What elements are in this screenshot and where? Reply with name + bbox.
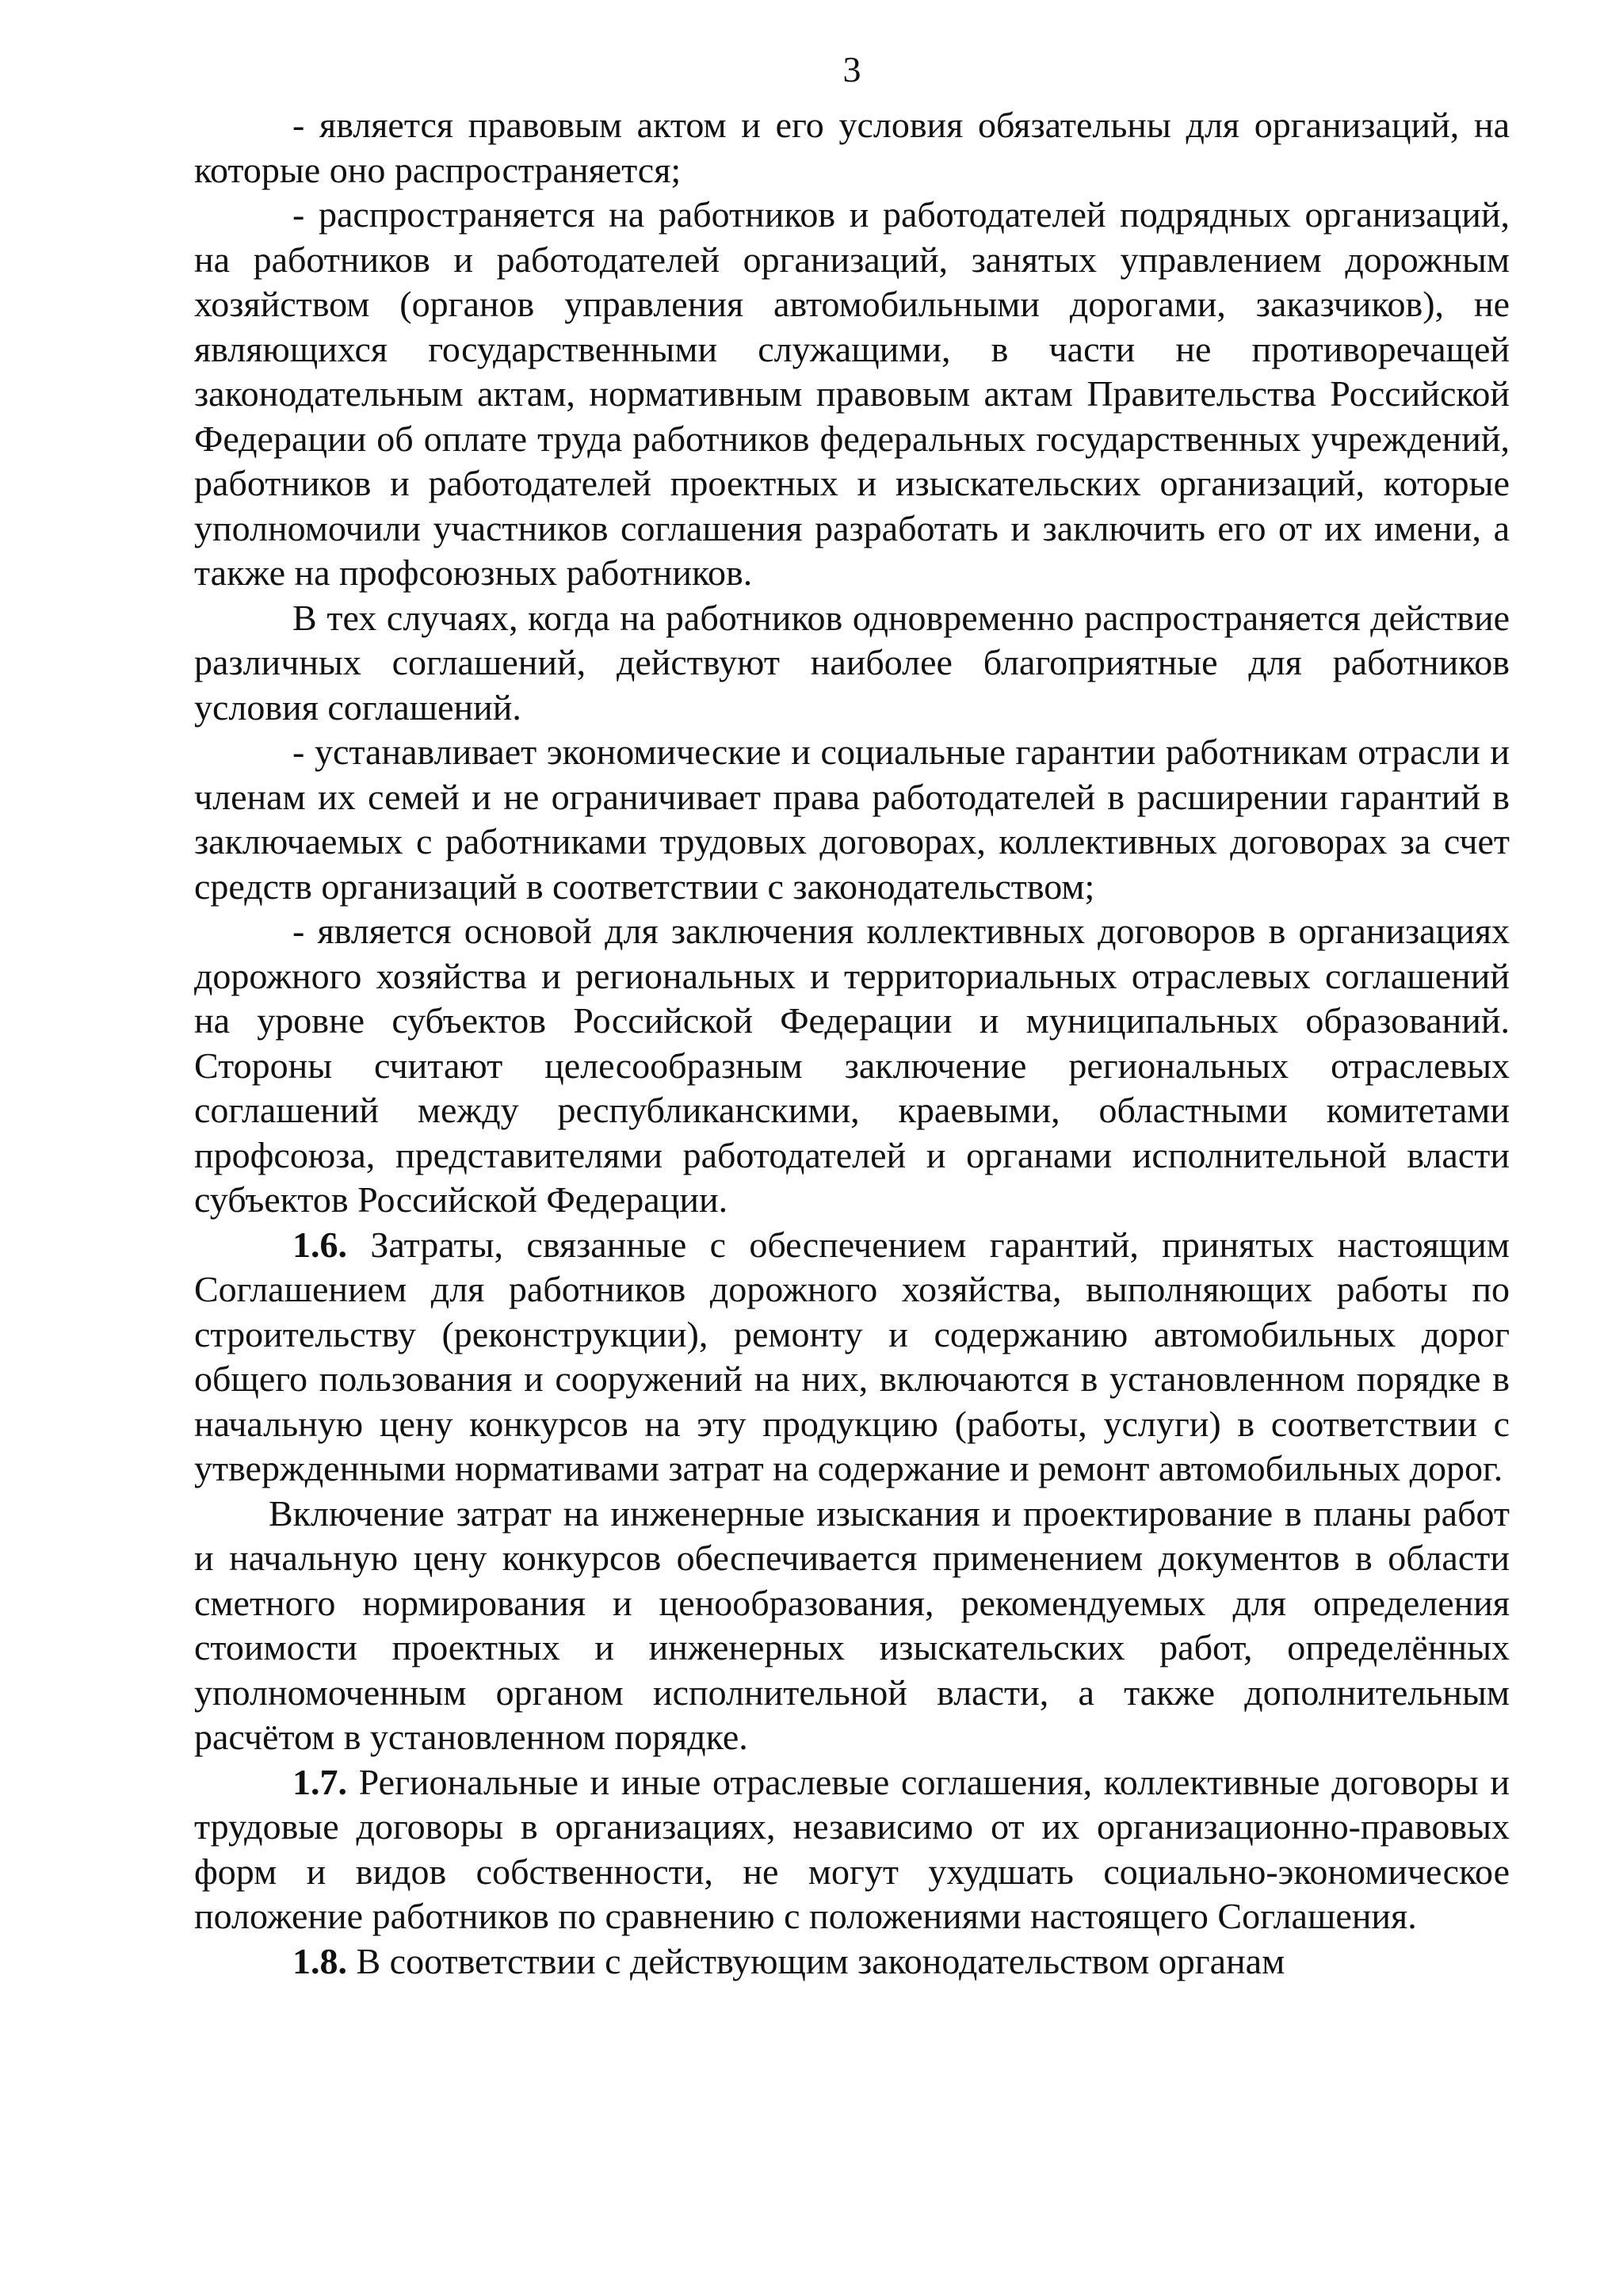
paragraph-text: В тех случаях, когда на работников одновременно распространяется действие различных соглашений, действуют наиболее благоприятные для работников условия соглашений. — [194, 597, 1510, 728]
paragraph-text: Региональные и иные отраслевые соглашения, коллективные договоры и трудовые договоры в организациях, независимо от их организационно-правовых форм и видов собственности, не могут ухудшать социально-экономическое положение работников по сравнению с положениями настоящего Соглашения. — [194, 1761, 1510, 1936]
clause-number: 1.6. — [292, 1224, 347, 1265]
page-number: 3 — [842, 49, 861, 90]
paragraph-clause-1-7 — [194, 1760, 1510, 1939]
paragraph-clause-1-8 — [194, 1939, 1510, 1985]
document-page — [194, 48, 1510, 1984]
paragraph-clause-1-6 — [194, 1223, 1510, 1492]
clause-number: 1.7. — [292, 1761, 347, 1802]
paragraph-text: Включение затрат на инженерные изыскания и проектирование в планы работ и начальную цену конкурсов обеспечивается применением документов в области сметного нормирования и ценообразования, рекомендуемых для определения стоимости проектных и инженерных изыскательских работ, определённых уполномоченным органом исполнительной власти, а также дополнительным расчётом в установленном порядке. — [194, 1492, 1510, 1757]
paragraph-text: Затраты, связанные с обеспечением гарантий, принятых настоящим Соглашением для работников дорожного хозяйства, выполняющих работы по строительству (реконструкции), ремонту и содержанию автомобильных дорог общего пользования и сооружений на них, включаются в установленном порядке в начальную цену конкурсов на эту продукцию (работы, услуги) в соответствии с утвержденными нормативами затрат на содержание и ремонт автомобильных дорог. — [194, 1224, 1510, 1488]
paragraph-text: - является основой для заключения коллективных договоров в организациях дорожного хозяйства и региональных и территориальных отраслевых соглашений на уровне субъектов Российской Федерации и муниципальных образований. Стороны считают целесообразным заключение региональных отраслевых соглашений между республиканскими, краевыми, областными комитетами профсоюза, представителями работодателей и органами исполнительной власти субъектов Российской Федерации. — [194, 911, 1510, 1220]
paragraph-text: - распространяется на работников и работодателей подрядных организаций, на работников и работодателей организаций, занятых управлением дорожным хозяйством (органов управления автомобильными дорогами, заказчиков), не являющихся государственными служащими, в части не противоречащей законодательным актам, нормативным правовым актам Правительства Российской Федерации об оплате труда работников федеральных государственных учреждений, работников и работодателей проектных и изыскательских организаций, которые уполномочили участников соглашения разработать и заключить его от их имени, а также на профсоюзных работников. — [194, 194, 1510, 593]
paragraph-guarantees — [194, 730, 1510, 909]
paragraph-multiple-agreements — [194, 596, 1510, 731]
paragraph-applies-to-workers — [194, 193, 1510, 596]
paragraph-legal-act — [194, 103, 1510, 193]
clause-number: 1.8. — [292, 1940, 347, 1981]
paragraph-basis-for-agreements — [194, 909, 1510, 1223]
paragraph-survey-costs — [194, 1492, 1510, 1760]
paragraph-text: - устанавливает экономические и социальные гарантии работникам отрасли и членам их семей и не ограничивает права работодателей в расширении гарантий в заключаемых с работниками трудовых договорах, коллективных договорах за счет средств организаций в соответствии с законодательством; — [194, 732, 1510, 907]
paragraph-text: - является правовым актом и его условия обязательны для организаций, на которые оно распространяется; — [194, 105, 1510, 190]
paragraph-text: В соответствии с действующим законодательством органам — [356, 1940, 1285, 1981]
